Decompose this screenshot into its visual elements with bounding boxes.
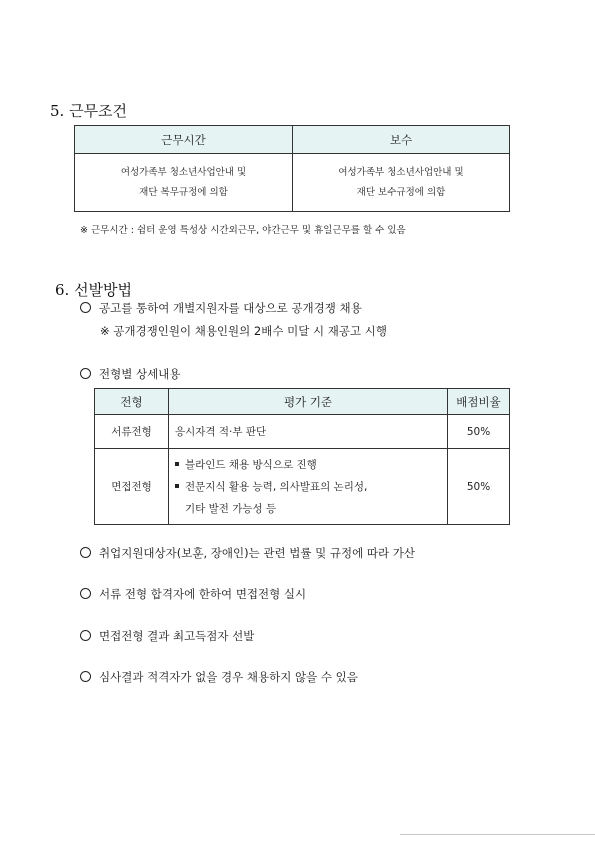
criteria-text: 전문지식 활용 능력, 의사발표의 논리성,	[185, 480, 368, 493]
page-edge-line	[400, 834, 595, 835]
cell-line: 재단 복무규정에 의함	[139, 186, 228, 198]
list-item	[80, 366, 180, 382]
work-hours-note: ※ 근무시간 : 쉼터 운영 특성상 시간외근무, 야간근무 및 휴일근무를 할 수 있음	[80, 225, 406, 236]
table-cell-ratio: 50%	[448, 415, 510, 449]
circle-bullet-icon	[80, 671, 91, 682]
section5-heading: 5. 근무조건	[50, 102, 128, 120]
criteria-line: 기타 발전 가능성 등	[185, 502, 277, 515]
square-bullet-icon	[175, 462, 179, 466]
criteria-line	[175, 454, 447, 476]
table-cell-criteria	[169, 449, 448, 525]
circle-bullet-icon	[80, 368, 91, 379]
section6-heading: 6. 선발방법	[55, 281, 133, 299]
cell-line: 재단 보수규정에 의함	[356, 186, 446, 198]
work-conditions-table	[74, 125, 510, 212]
circle-bullet-icon	[80, 547, 91, 558]
list-item	[80, 586, 306, 602]
circle-bullet-icon	[80, 630, 91, 641]
table-header-stage: 전형	[95, 389, 169, 415]
table-header-pay: 보수	[293, 126, 510, 154]
table-cell-ratio: 50%	[448, 449, 510, 525]
table-cell-criteria: 응시자격 적·부 판단	[169, 415, 448, 449]
table-cell-stage: 면접전형	[95, 449, 169, 525]
circle-bullet-icon	[80, 302, 91, 313]
selection-table	[94, 388, 510, 525]
table-header-criteria: 평가 기준	[169, 389, 448, 415]
item-text: 공고를 통하여 개별지원자를 대상으로 공개경쟁 채용	[99, 301, 362, 315]
item-text: 전형별 상세내용	[99, 367, 181, 381]
criteria-line	[175, 476, 447, 498]
list-item	[80, 669, 358, 685]
table-header-work-hours: 근무시간	[75, 126, 293, 154]
table-cell-work-hours	[75, 154, 293, 212]
list-item	[80, 300, 362, 316]
list-item	[80, 628, 254, 644]
recruitment-note: ※ 공개경쟁인원이 채용인원의 2배수 미달 시 재공고 시행	[100, 324, 387, 338]
list-item	[80, 545, 415, 561]
criteria-text: 블라인드 채용 방식으로 진행	[185, 458, 317, 471]
item-text: 서류 전형 합격자에 한하여 면접전형 실시	[99, 587, 307, 601]
square-bullet-icon	[175, 484, 179, 488]
cell-line: 여성가족부 청소년사업안내 및	[338, 166, 464, 178]
circle-bullet-icon	[80, 588, 91, 599]
item-text: 심사결과 적격자가 없을 경우 채용하지 않을 수 있음	[99, 670, 358, 684]
table-cell-pay	[293, 154, 510, 212]
cell-line: 여성가족부 청소년사업안내 및	[120, 166, 247, 178]
item-text: 면접전형 결과 최고득점자 선발	[99, 629, 255, 643]
item-text: 취업지원대상자(보훈, 장애인)는 관련 법률 및 규정에 따라 가산	[99, 546, 415, 560]
table-cell-stage: 서류전형	[95, 415, 169, 449]
table-header-ratio: 배점비율	[448, 389, 510, 415]
